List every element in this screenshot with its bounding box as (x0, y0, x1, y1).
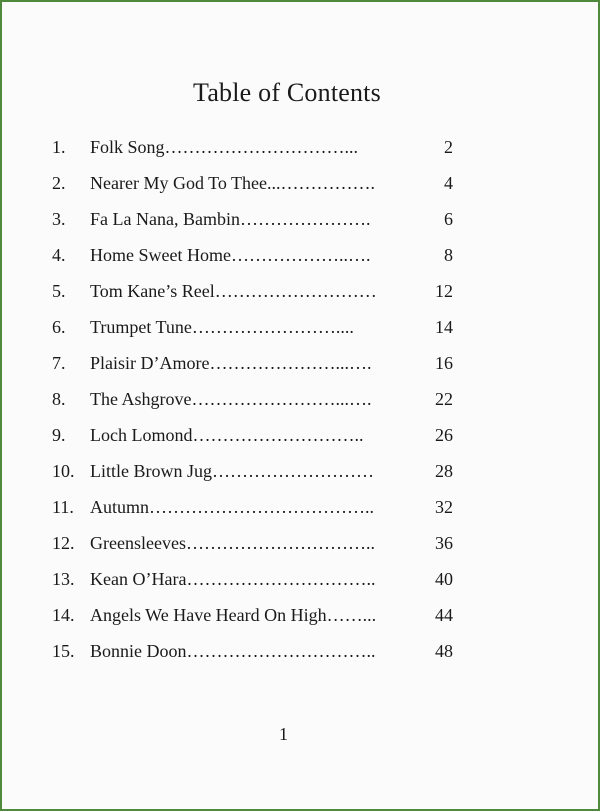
toc-entry-number: 1. (52, 137, 66, 157)
toc-entry-title: Folk Song…………………………... (90, 137, 359, 157)
toc-entry-title: Greensleeves………………………….. (90, 533, 375, 553)
toc-entry-page: 22 (435, 389, 453, 409)
toc-entry-number: 3. (52, 209, 66, 229)
toc-entry-page: 6 (444, 209, 453, 229)
toc-entry-page: 8 (444, 245, 453, 265)
toc-entry-title: The Ashgrove……………………...…. (90, 389, 372, 409)
toc-entry-title: Fa La Nana, Bambin…………………. (90, 209, 371, 229)
toc-entry-page: 26 (435, 425, 453, 445)
toc-entry (52, 240, 457, 276)
toc-entry-page: 16 (435, 353, 453, 373)
toc-entry-page: 32 (435, 497, 453, 517)
toc-entry-number: 2. (52, 173, 66, 193)
toc-entry-title: Little Brown Jug……………………… (90, 461, 374, 481)
toc-entry-number: 15. (52, 641, 75, 661)
toc-entry-number: 13. (52, 569, 75, 589)
toc-entry (52, 168, 457, 204)
toc-entry-title: Bonnie Doon………………………….. (90, 641, 376, 661)
toc-entry-title: Loch Lomond……………………….. (90, 425, 364, 445)
toc-entry-number: 5. (52, 281, 66, 301)
toc-entry-number: 7. (52, 353, 66, 373)
toc-entry-title: Autumn……………………………….. (90, 497, 375, 517)
toc-entry-number: 12. (52, 533, 75, 553)
toc-entry-page: 40 (435, 569, 453, 589)
toc-entry-title: Plaisir D’Amore…………………...…. (90, 353, 372, 373)
toc-entry-number: 9. (52, 425, 66, 445)
toc-entry-title: Kean O’Hara………………………….. (90, 569, 376, 589)
table-of-contents (52, 132, 457, 672)
toc-entry-page: 12 (435, 281, 453, 301)
toc-entry-number: 4. (52, 245, 66, 265)
toc-entry (52, 348, 457, 384)
toc-entry-number: 6. (52, 317, 66, 337)
toc-entry-number: 14. (52, 605, 75, 625)
toc-entry-title: Angels We Have Heard On High……... (90, 605, 377, 625)
toc-entry-title: Trumpet Tune…………………….... (90, 317, 354, 337)
page-number: 1 (279, 724, 288, 744)
toc-entry (52, 204, 457, 240)
toc-entry (52, 276, 457, 312)
toc-entry (52, 384, 457, 420)
toc-entry (52, 456, 457, 492)
toc-entry-page: 4 (444, 173, 453, 193)
toc-entry (52, 420, 457, 456)
toc-entry (52, 132, 457, 168)
toc-entry-page: 28 (435, 461, 453, 481)
toc-entry-number: 8. (52, 389, 66, 409)
toc-entry-page: 2 (444, 137, 453, 157)
toc-entry-number: 11. (52, 497, 74, 517)
toc-entry-number: 10. (52, 461, 75, 481)
toc-entry (52, 492, 457, 528)
toc-entry (52, 600, 457, 636)
toc-entry-title: Nearer My God To Thee...……………. (90, 173, 376, 193)
toc-entry-page: 36 (435, 533, 453, 553)
toc-entry (52, 636, 457, 672)
toc-entry-title: Tom Kane’s Reel……………………… (90, 281, 377, 301)
toc-entry-title: Home Sweet Home………………..…. (90, 245, 371, 265)
toc-entry (52, 312, 457, 348)
page-title: Table of Contents (193, 78, 381, 107)
toc-entry (52, 528, 457, 564)
toc-entry-page: 14 (435, 317, 453, 337)
toc-entry (52, 564, 457, 600)
toc-entry-page: 44 (435, 605, 453, 625)
toc-entry-page: 48 (435, 641, 453, 661)
